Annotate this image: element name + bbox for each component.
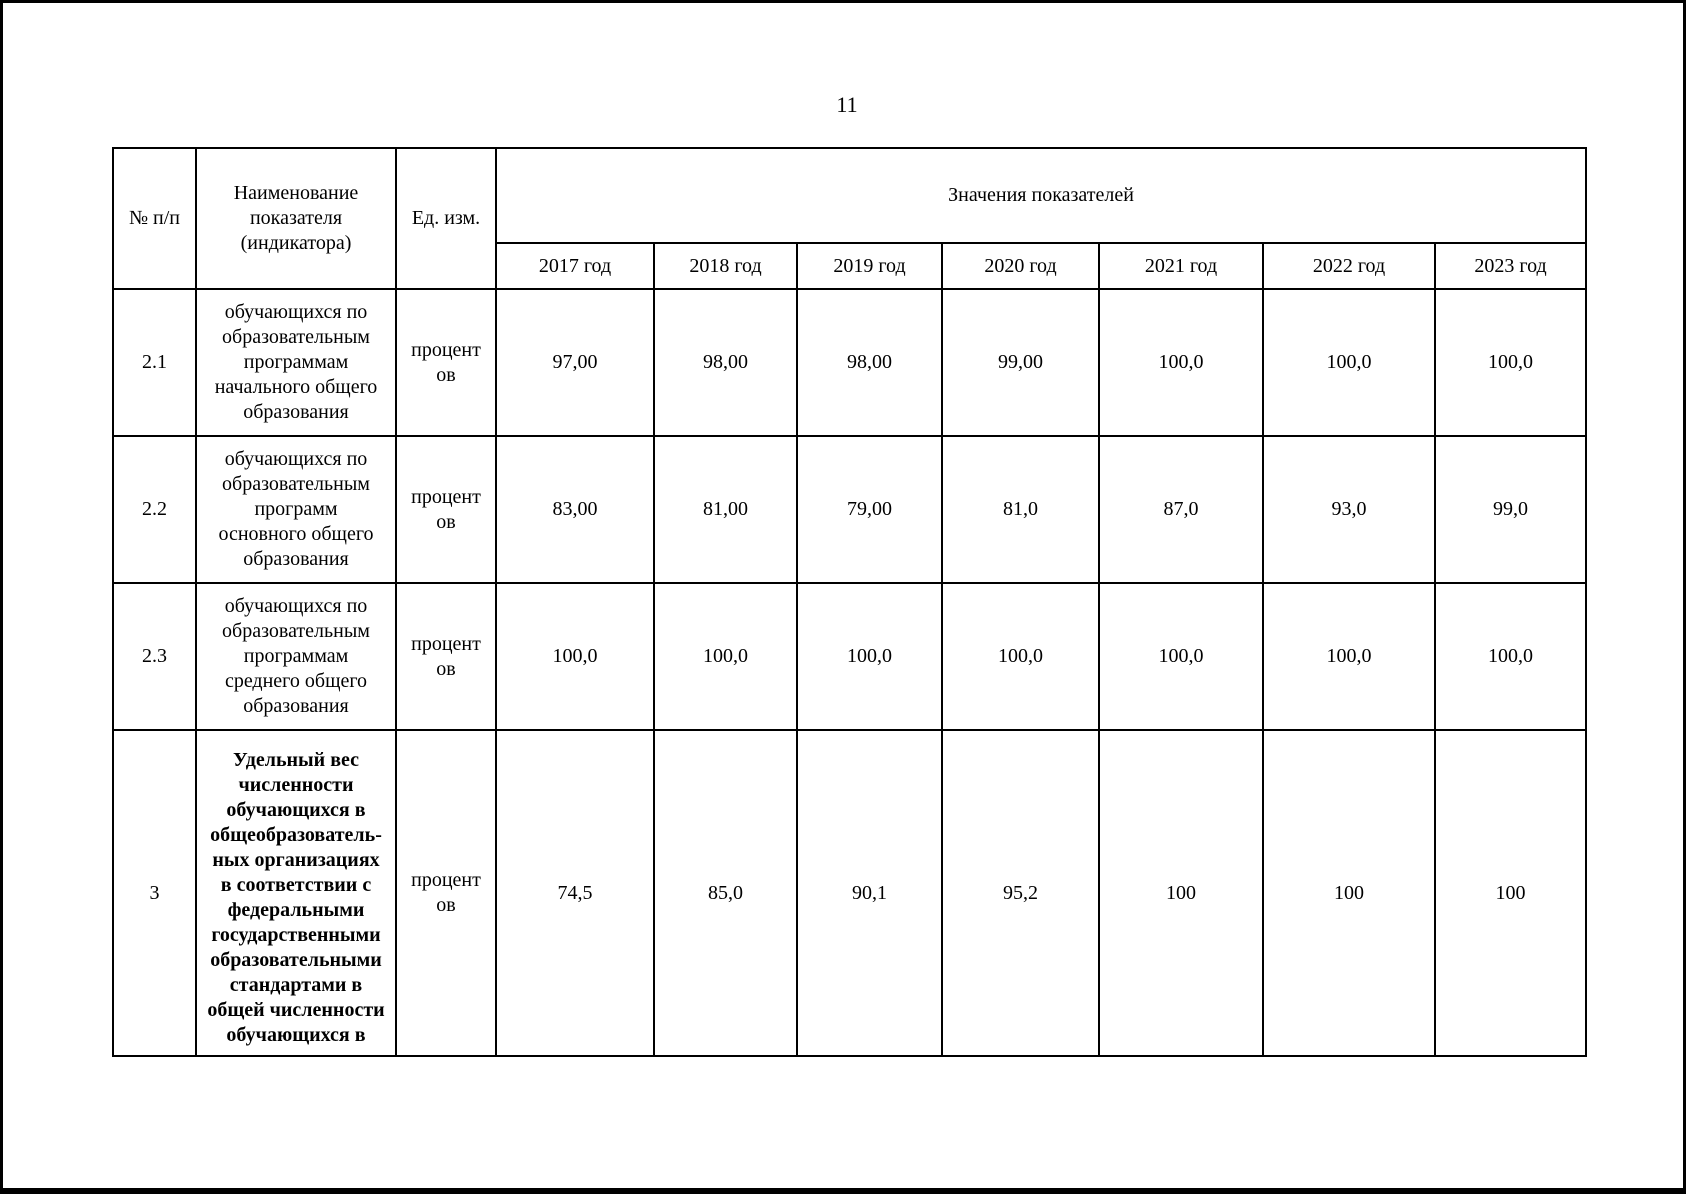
header-year: 2023 год (1435, 243, 1586, 289)
value-cell: 85,0 (654, 730, 797, 1056)
row-num: 3 (113, 730, 196, 1056)
row-name: обучающихся по образовательным программ основного общего образования (196, 436, 396, 583)
header-year: 2019 год (797, 243, 942, 289)
row-name: обучающихся по образовательным программам среднего общего образования (196, 583, 396, 730)
header-year: 2020 год (942, 243, 1099, 289)
header-year: 2017 год (496, 243, 654, 289)
value-cell: 100 (1099, 730, 1263, 1056)
header-year: 2018 год (654, 243, 797, 289)
value-cell: 98,00 (797, 289, 942, 436)
value-cell: 95,2 (942, 730, 1099, 1056)
value-cell: 100,0 (1263, 583, 1435, 730)
value-cell: 79,00 (797, 436, 942, 583)
row-num: 2.1 (113, 289, 196, 436)
value-cell: 100,0 (1099, 289, 1263, 436)
value-cell: 81,00 (654, 436, 797, 583)
value-cell: 99,0 (1435, 436, 1586, 583)
table-row (113, 730, 1586, 1056)
row-num: 2.3 (113, 583, 196, 730)
page-number: 11 (836, 92, 858, 117)
row-unit: процент ов (396, 583, 496, 730)
value-cell: 100,0 (1435, 583, 1586, 730)
value-cell: 98,00 (654, 289, 797, 436)
row-unit: процент ов (396, 289, 496, 436)
table-row (113, 583, 1586, 730)
header-num: № п/п (113, 148, 196, 289)
row-num: 2.2 (113, 436, 196, 583)
value-cell: 100 (1435, 730, 1586, 1056)
header-unit: Ед. изм. (396, 148, 496, 289)
header-values-group: Значения показателей (496, 148, 1586, 243)
value-cell: 83,00 (496, 436, 654, 583)
row-name: обучающихся по образовательным программам начального общего образования (196, 289, 396, 436)
value-cell: 90,1 (797, 730, 942, 1056)
header-year: 2022 год (1263, 243, 1435, 289)
value-cell: 100,0 (496, 583, 654, 730)
row-unit: процент ов (396, 730, 496, 1056)
value-cell: 100,0 (654, 583, 797, 730)
value-cell: 93,0 (1263, 436, 1435, 583)
value-cell: 100,0 (797, 583, 942, 730)
header-year: 2021 год (1099, 243, 1263, 289)
table-row (113, 436, 1586, 583)
row-name: Удельный вес численности обучающихся в общеобразователь- ных организациях в соответствии с федеральными государственными образовательными стандартами в общей численности обучающихся в (196, 730, 396, 1056)
value-cell: 100,0 (1435, 289, 1586, 436)
value-cell: 100,0 (1099, 583, 1263, 730)
value-cell: 100,0 (1263, 289, 1435, 436)
value-cell: 99,00 (942, 289, 1099, 436)
value-cell: 100 (1263, 730, 1435, 1056)
value-cell: 81,0 (942, 436, 1099, 583)
row-unit: процент ов (396, 436, 496, 583)
indicators-table (112, 147, 1587, 1057)
value-cell: 97,00 (496, 289, 654, 436)
header-name: Наименование показателя (индикатора) (196, 148, 396, 289)
value-cell: 74,5 (496, 730, 654, 1056)
table-row (113, 289, 1586, 436)
header-row-1 (113, 148, 1586, 243)
value-cell: 87,0 (1099, 436, 1263, 583)
value-cell: 100,0 (942, 583, 1099, 730)
